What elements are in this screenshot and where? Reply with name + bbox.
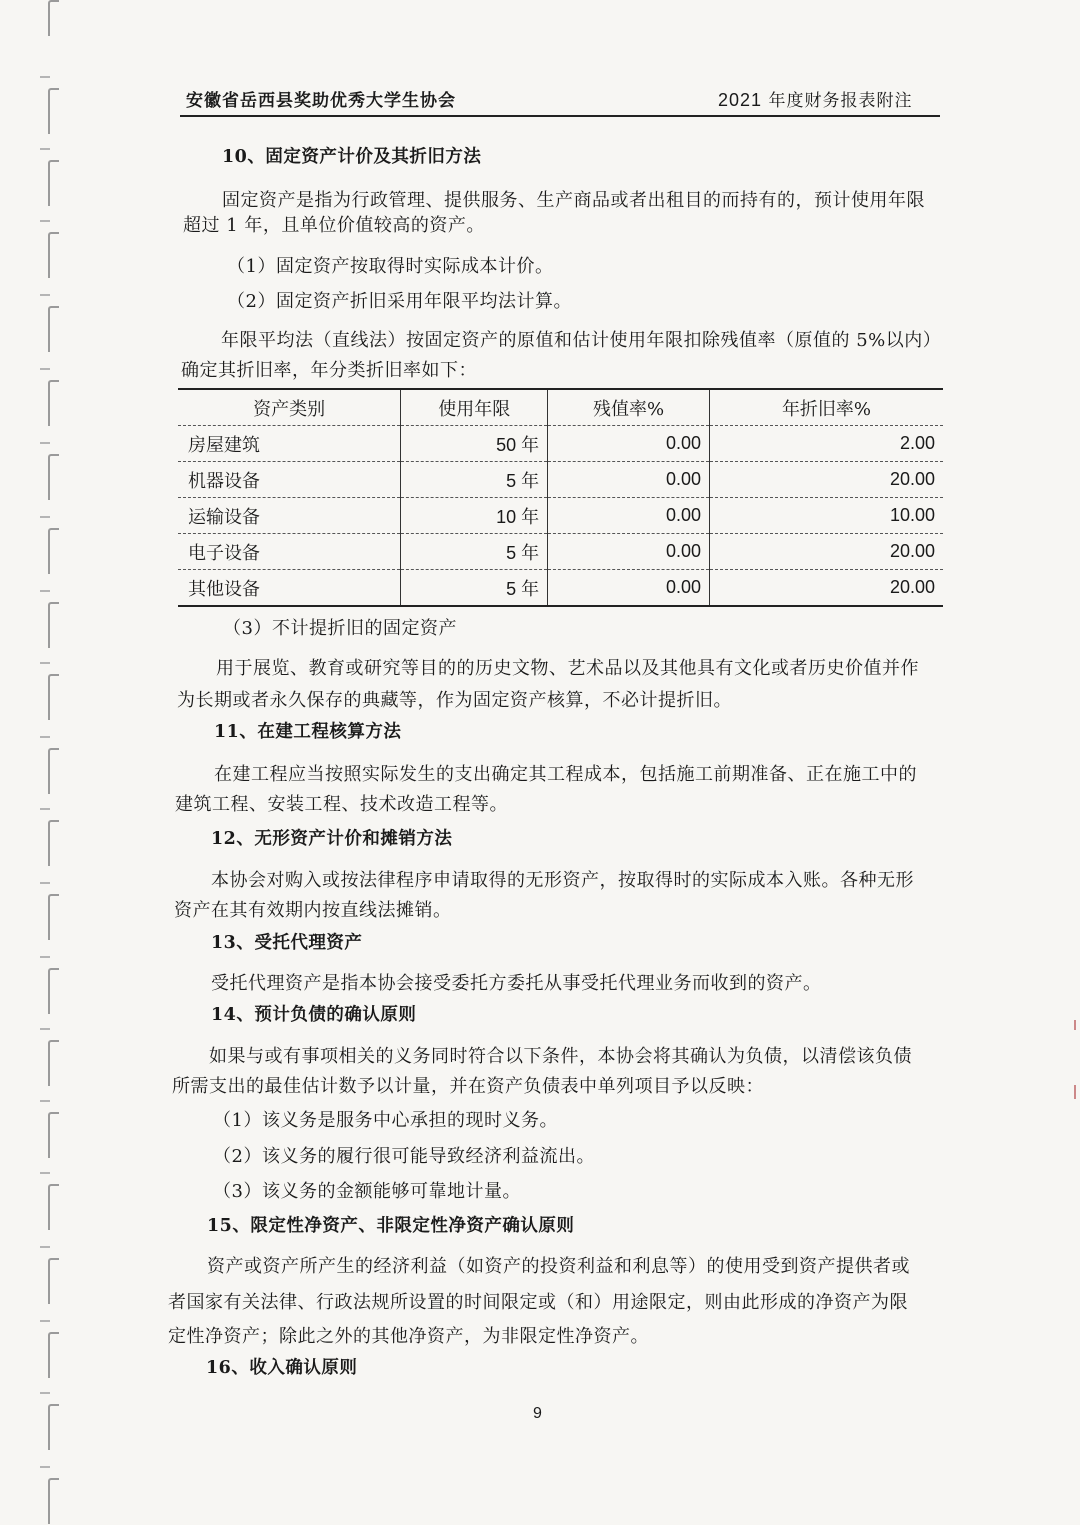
table-header-cell: 使用年限: [401, 389, 548, 426]
binding-mark: [40, 368, 50, 370]
section-14-item-2: （2）该义务的履行很可能导致经济利益流出。: [213, 1146, 595, 1167]
binding-mark: [48, 1112, 59, 1158]
binding-mark: [48, 674, 59, 720]
binding-mark: [40, 148, 50, 150]
binding-mark: [40, 1392, 50, 1394]
binding-mark: [40, 442, 50, 444]
section-15-heading: 15、限定性净资产、非限定性净资产确认原则: [207, 1216, 575, 1236]
table-header-cell: 残值率%: [548, 389, 710, 426]
table-header-row: [178, 389, 943, 426]
section-10-paragraph-line: 用于展览、教育或研究等目的的历史文物、艺术品以及其他具有文化或者历史价值并作: [216, 658, 919, 679]
binding-mark: [40, 736, 50, 738]
binding-holes: [34, 0, 64, 1525]
binding-mark: [48, 748, 59, 794]
section-11-paragraph-line: 在建工程应当按照实际发生的支出确定其工程成本，包括施工前期准备、正在施工中的: [214, 764, 917, 785]
section-10-paragraph-line: 固定资产是指为行政管理、提供服务、生产商品或者出租目的而持有的，预计使用年限: [222, 190, 925, 211]
binding-mark: [40, 1028, 50, 1030]
table-cell: 10.00: [710, 498, 944, 534]
table-cell: 房屋建筑: [178, 426, 401, 462]
section-12-paragraph-line: 资产在其有效期内按直线法摊销。: [174, 900, 452, 921]
binding-mark: [40, 76, 50, 78]
table-cell: 0.00: [548, 462, 710, 498]
table-cell: 20.00: [710, 462, 944, 498]
binding-mark: [48, 820, 59, 866]
table-cell: 5 年: [401, 534, 548, 570]
section-10-item-1: （1）固定资产按取得时实际成本计价。: [227, 256, 554, 277]
binding-mark: [48, 380, 59, 426]
table-cell: 0.00: [548, 534, 710, 570]
binding-mark: [40, 516, 50, 518]
binding-mark: [40, 1100, 50, 1102]
section-10-paragraph-line: 确定其折旧率，年分类折旧率如下：: [181, 360, 477, 381]
table-cell: 2.00: [710, 426, 944, 462]
table-cell: 其他设备: [178, 570, 401, 607]
section-10-paragraph-line: 为长期或者永久保存的典藏等，作为固定资产核算，不必计提折旧。: [177, 690, 732, 711]
binding-mark: [48, 160, 59, 206]
binding-mark: [48, 968, 59, 1014]
binding-mark: [40, 956, 50, 958]
binding-mark: [48, 1258, 59, 1304]
table-cell: 20.00: [710, 570, 944, 607]
binding-mark: [40, 590, 50, 592]
table-cell: 电子设备: [178, 534, 401, 570]
section-11-paragraph-line: 建筑工程、安装工程、技术改造工程等。: [175, 794, 508, 815]
page-number: 9: [533, 1405, 542, 1422]
section-10-item-2: （2）固定资产折旧采用年限平均法计算。: [227, 291, 572, 312]
section-13-paragraph-line: 受托代理资产是指本协会接受委托方委托从事受托代理业务而收到的资产。: [211, 973, 822, 994]
section-12-paragraph-line: 本协会对购入或按法律程序申请取得的无形资产，按取得时的实际成本入账。各种无形: [211, 870, 914, 891]
table-cell: 50 年: [401, 426, 548, 462]
section-15-paragraph-line: 资产或资产所产生的经济利益（如资产的投资利益和利息等）的使用受到资产提供者或: [207, 1256, 910, 1277]
binding-mark: [40, 1466, 50, 1468]
table-cell: 0.00: [548, 426, 710, 462]
table-row: [178, 570, 943, 607]
header-title-text: 年度财务报表附注: [768, 91, 913, 111]
binding-mark: [40, 662, 50, 664]
table-cell: 10 年: [401, 498, 548, 534]
section-15-paragraph-line: 定性净资产；除此之外的其他净资产，为非限定性净资产。: [168, 1326, 649, 1347]
binding-mark: [48, 88, 59, 134]
section-16-heading: 16、收入确认原则: [206, 1358, 358, 1378]
section-15-paragraph-line: 者国家有关法律、行政法规所设置的时间限定或（和）用途限定，则由此形成的净资产为限: [168, 1292, 908, 1313]
binding-mark: [40, 808, 50, 810]
section-13-heading: 13、受托代理资产: [211, 933, 363, 953]
table-cell: 0.00: [548, 570, 710, 607]
binding-mark: [40, 882, 50, 884]
binding-mark: [40, 1320, 50, 1322]
binding-mark: [48, 0, 59, 36]
section-14-paragraph-line: 如果与或有事项相关的义务同时符合以下条件，本协会将其确认为负债，以清偿该负债: [209, 1046, 912, 1067]
section-11-heading: 11、在建工程核算方法: [214, 722, 402, 742]
header-organization: 安徽省岳西县奖助优秀大学生协会: [186, 91, 456, 111]
section-14-paragraph-line: 所需支出的最佳估计数予以计量，并在资产负债表中单列项目予以反映：: [172, 1076, 764, 1097]
section-14-item-3: （3）该义务的金额能够可靠地计量。: [213, 1181, 521, 1202]
binding-mark: [48, 1040, 59, 1086]
section-14-heading: 14、预计负债的确认原则: [211, 1005, 417, 1025]
binding-mark: [48, 306, 59, 352]
scan-artifact: [1074, 1085, 1076, 1099]
table-header-cell: 资产类别: [178, 389, 401, 426]
table-cell: 5 年: [401, 570, 548, 607]
table-cell: 运输设备: [178, 498, 401, 534]
binding-mark: [48, 454, 59, 500]
table-row: [178, 534, 943, 570]
section-14-item-1: （1）该义务是服务中心承担的现时义务。: [213, 1110, 558, 1131]
binding-mark: [48, 528, 59, 574]
binding-mark: [40, 1246, 50, 1248]
section-10-paragraph-line: 超过 1 年，且单位价值较高的资产。: [183, 215, 485, 236]
section-10-paragraph-line: 年限平均法（直线法）按固定资产的原值和估计使用年限扣除残值率（原值的 5%以内）: [221, 330, 942, 351]
binding-mark: [48, 232, 59, 278]
binding-mark: [48, 1478, 59, 1524]
table-header-cell: 年折旧率%: [710, 389, 944, 426]
binding-mark: [40, 294, 50, 296]
binding-mark: [48, 1332, 59, 1378]
binding-mark: [48, 1404, 59, 1450]
table-cell: 0.00: [548, 498, 710, 534]
header-divider: [180, 115, 940, 117]
header-report-title: [718, 86, 912, 111]
table-row: [178, 498, 943, 534]
section-10-heading: 10、固定资产计价及其折旧方法: [222, 147, 482, 167]
table-cell: 20.00: [710, 534, 944, 570]
section-12-heading: 12、无形资产计价和摊销方法: [211, 829, 453, 849]
binding-mark: [40, 1172, 50, 1174]
binding-mark: [48, 894, 59, 940]
header-year: 2021: [718, 90, 763, 110]
scan-artifact: [1074, 1020, 1076, 1030]
table-cell: 5 年: [401, 462, 548, 498]
section-10-item-3: （3）不计提折旧的固定资产: [223, 618, 457, 639]
binding-mark: [48, 602, 59, 648]
binding-mark: [40, 220, 50, 222]
table-cell: 机器设备: [178, 462, 401, 498]
table-row: [178, 462, 943, 498]
table-row: [178, 426, 943, 462]
depreciation-rate-table: [178, 388, 943, 607]
binding-mark: [48, 1184, 59, 1230]
